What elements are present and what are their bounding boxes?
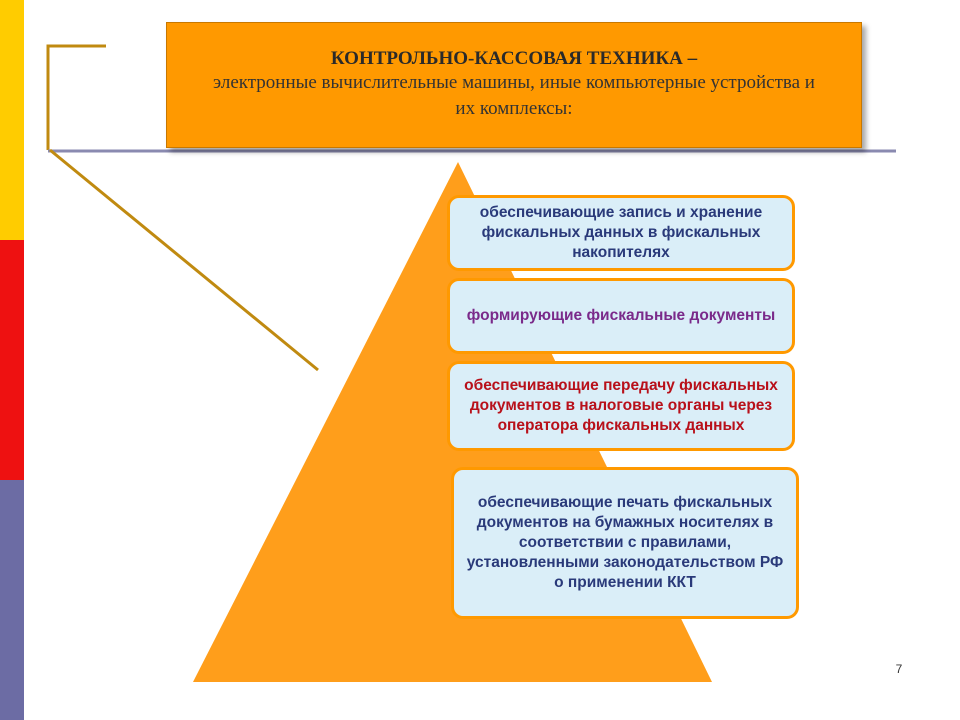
feature-card-4: обеспечивающие печать фискальных документов на бумажных носителях в соответствии с правилами, установленными законодательством РФ о применении ККТ — [451, 467, 799, 619]
page-number: 7 — [895, 662, 903, 676]
title-main: КОНТРОЛЬНО-КАССОВАЯ ТЕХНИКА – — [330, 48, 698, 69]
feature-card-3: обеспечивающие передачу фискальных документов в налоговые органы через оператора фискальных данных — [447, 361, 795, 451]
title-subtitle: электронные вычислительные машины, иные компьютерные устройства и их комплексы: — [213, 72, 815, 119]
feature-card-1: обеспечивающие запись и хранение фискальных данных в фискальных накопителях — [447, 195, 795, 271]
feature-card-2: формирующие фискальные документы — [447, 278, 795, 354]
title-box — [166, 22, 862, 148]
